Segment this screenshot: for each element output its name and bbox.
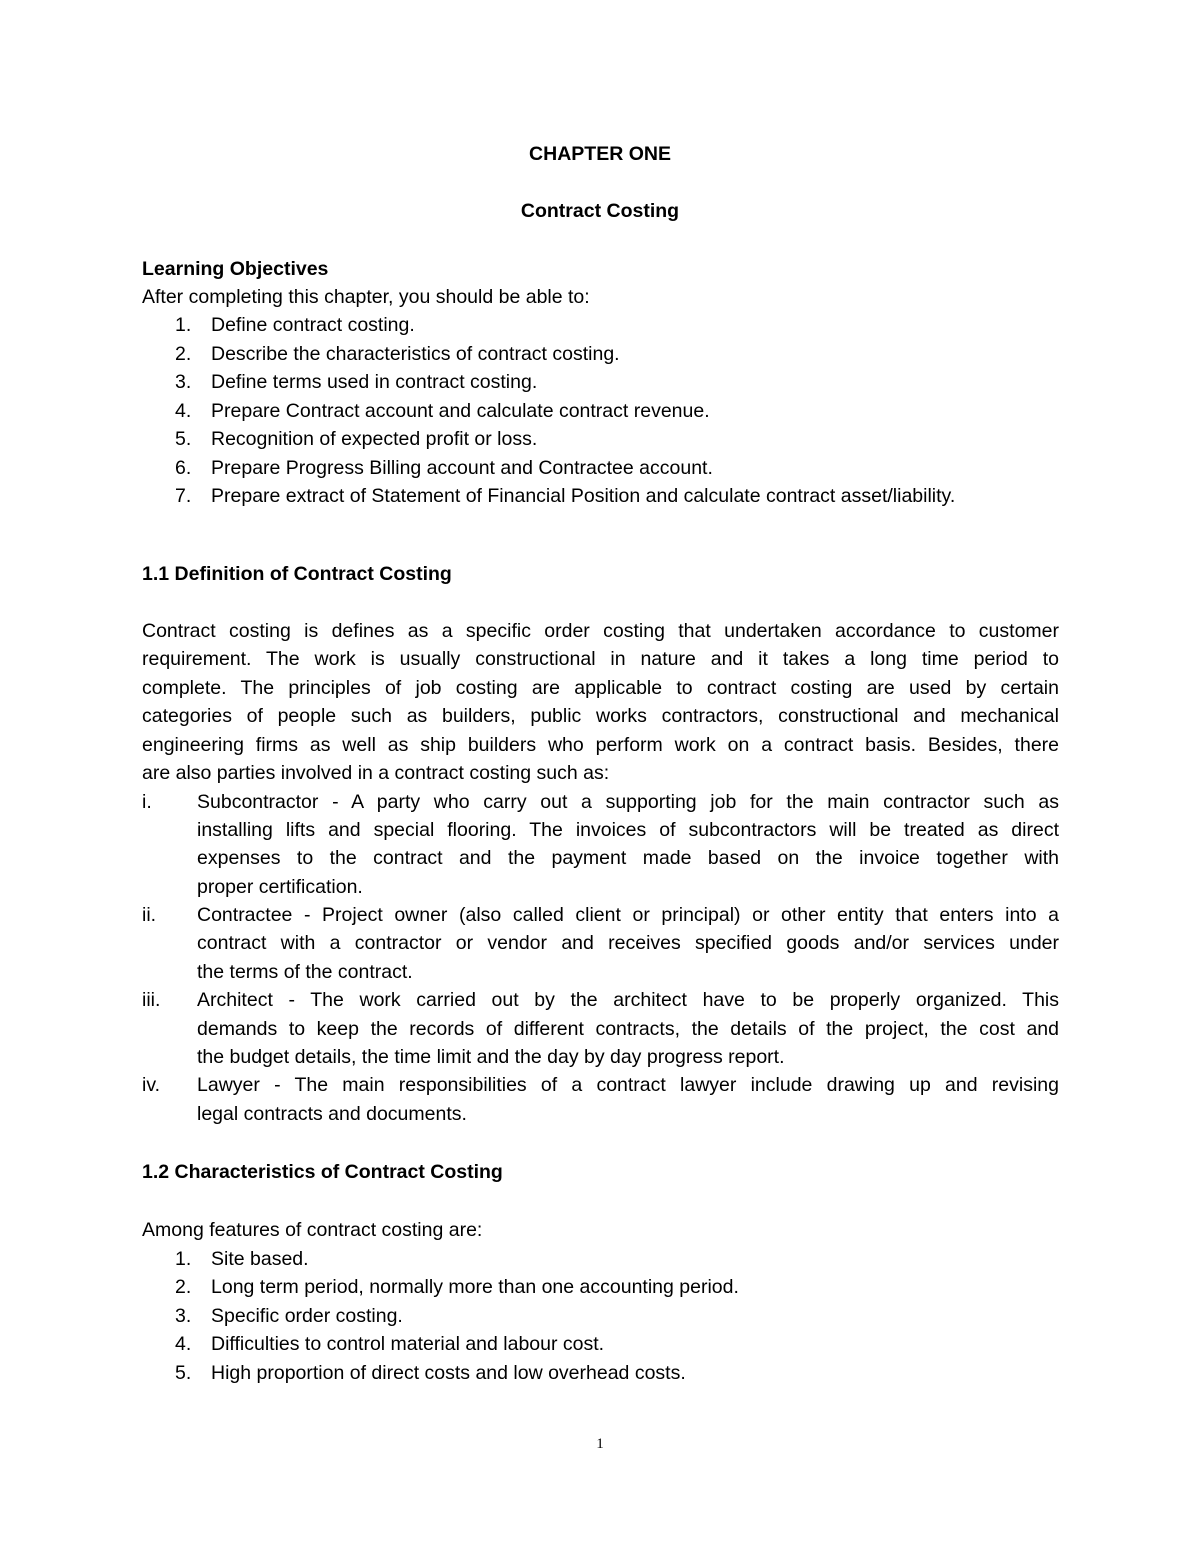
paragraph-line: are also parties involved in a contract costing such as:	[142, 761, 610, 784]
list-item	[142, 986, 1059, 1071]
list-item-number: 3.	[175, 1304, 192, 1327]
list-item: Describe the characteristics of contract costing.	[211, 342, 620, 365]
list-item-line: demands to keep the records of different contracts, the details of the project, the cost and	[197, 1017, 1059, 1040]
list-item: Specific order costing.	[211, 1304, 403, 1327]
list-item	[142, 901, 1059, 986]
list-item-number: 5.	[175, 1361, 192, 1384]
list-item-number: 3.	[175, 371, 192, 393]
objectives-intro: After completing this chapter, you should be able to:	[142, 286, 590, 308]
paragraph-line: Contract costing is defines as a specific order costing that undertaken accordance to customer	[142, 620, 1059, 642]
definition-paragraph	[142, 617, 1059, 787]
page-number: 1	[596, 1436, 604, 1452]
roman-numeral: iii.	[142, 989, 161, 1012]
chapter-title: CHAPTER ONE	[529, 143, 671, 165]
roman-numeral: ii.	[142, 904, 157, 927]
list-item-line: installing lifts and special flooring. The invoices of subcontractors will be treated as direct	[197, 818, 1059, 841]
list-item-number: 6.	[175, 456, 192, 479]
list-item-line: Architect - The work carried out by the architect have to be properly organized. This	[197, 989, 1059, 1012]
list-item: Prepare Progress Billing account and Contractee account.	[211, 456, 713, 479]
paragraph-line: requirement. The work is usually constructional in nature and it takes a long time period to	[142, 648, 1059, 671]
parties-list	[142, 788, 1059, 1129]
roman-numeral: iv.	[142, 1074, 161, 1097]
list-item-number: 4.	[175, 399, 192, 422]
objectives-heading: Learning Objectives	[142, 258, 329, 280]
list-item: Prepare extract of Statement of Financial Position and calculate contract asset/liability.	[211, 485, 956, 507]
list-item-line: proper certification.	[197, 875, 363, 898]
roman-numeral: i.	[142, 790, 152, 813]
list-item-number: 4.	[175, 1333, 192, 1355]
list-item-number: 2.	[175, 342, 192, 365]
list-item: Long term period, normally more than one accounting period.	[211, 1276, 739, 1298]
list-item: Define terms used in contract costing.	[211, 371, 538, 393]
list-item	[142, 788, 1059, 902]
paragraph-line: complete. The principles of job costing are applicable to contract costing are used by certain	[142, 676, 1059, 699]
paragraph-line: categories of people such as builders, public works contractors, constructional and mechanical	[142, 705, 1059, 728]
list-item-line: Lawyer - The main responsibilities of a contract lawyer include drawing up and revising	[197, 1074, 1059, 1097]
list-item-line: legal contracts and documents.	[197, 1102, 467, 1125]
list-item	[142, 1071, 1059, 1128]
chapter-subtitle: Contract Costing	[520, 200, 680, 222]
paragraph-line: engineering firms as well as ship builders who perform work on a contract basis. Besides, there	[142, 733, 1059, 756]
list-item-number: 1.	[175, 314, 192, 336]
list-item-line: contract with a contractor or vendor and receives specified goods and/or services under	[197, 932, 1059, 955]
section-heading-1-1: 1.1 Definition of Contract Costing	[142, 563, 452, 585]
list-item-line: Subcontractor - A party who carry out a supporting job for the main contractor such as	[197, 790, 1059, 813]
list-item-line: expenses to the contract and the payment made based on the invoice together with	[197, 847, 1059, 870]
list-item-line: the terms of the contract.	[197, 960, 413, 983]
list-item: Site based.	[211, 1247, 309, 1270]
list-item: Prepare Contract account and calculate contract revenue.	[211, 399, 710, 422]
list-item: High proportion of direct costs and low overhead costs.	[211, 1361, 686, 1384]
list-item: Difficulties to control material and labour cost.	[211, 1333, 605, 1355]
list-item-number: 2.	[175, 1276, 192, 1298]
list-item-line: the budget details, the time limit and the day by day progress report.	[197, 1046, 785, 1069]
list-item-number: 5.	[175, 428, 192, 450]
list-item-line: Contractee - Project owner (also called client or principal) or other entity that enters into a	[197, 904, 1059, 927]
list-item: Define contract costing.	[211, 314, 415, 336]
list-item-number: 1.	[175, 1247, 192, 1270]
features-intro: Among features of contract costing are:	[142, 1219, 483, 1241]
list-item-number: 7.	[175, 485, 192, 507]
section-heading-1-2: 1.2 Characteristics of Contract Costing	[142, 1161, 503, 1183]
list-item: Recognition of expected profit or loss.	[211, 428, 538, 450]
